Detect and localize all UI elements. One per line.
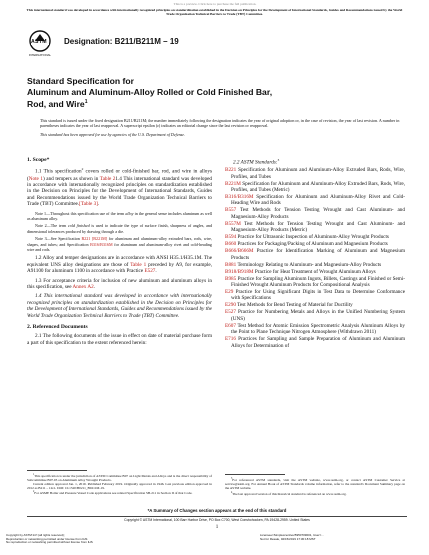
text-span: in the general sense includes aluminum as well as aluminum alloy. [27,210,212,221]
reference-item [225,207,405,220]
reference-title: Specification for Aluminum and Aluminum-Alloy Rivet and Cold-Heading Wire and Rods [231,193,405,207]
reference-code-link[interactable]: B594 [225,234,237,241]
reference-item [225,309,405,322]
text-span: For ASME Boiler and Pressure Vessel Code applications see related Specification SB-211 in Section II of that Code. [34,491,193,496]
footnote-mark: 1 [33,473,35,476]
left-column [27,157,212,346]
tbt-notice: This international standard was developed in accordance with internationally recognized principles on standardization established in the Decision on Principles for the Development of International Standards, Guides and Recommendations issued by the World Trade Organization Technical Barriers to Trade (TBT) Committee. [26,8,403,16]
reference-code-link[interactable]: B660 [225,241,237,248]
text-span: ) and tempers as shown in [42,175,100,182]
b221-link[interactable]: B221 [81,236,91,242]
footnote-4 [225,491,405,496]
text-span: This specification is under the jurisdiction of ASTM Committee B07 on Light Metals and Alloys and is the direct responsibility of Subcommittee B07.03 on Aluminum Alloy Wrought Products. [27,474,212,483]
right-footnotes [225,477,405,496]
title-footnote-mark: 1 [84,99,88,105]
reference-item [225,276,405,289]
reference-title: Specification for Aluminum and Aluminum-Alloy Extruded Bars, Rods, Wire, Profiles, and Tubes (Metric) [231,180,405,193]
reference-code-link[interactable]: B316/B316M [225,193,254,200]
reference-code-link[interactable]: B985 [225,275,237,282]
reference-item [225,234,405,240]
intro-paragraph: This standard is issued under the fixed designation B211/B211M; the number immediately following the designation indicates the year of original adoption or, in the case of revision, the year of last revision. A number in parentheses indicates the year of last reapproval. A superscript epsilon (ε) indicates an editorial change since the last revision or reapproval. [40,118,400,129]
text-span: preceded by A9, for example, A91100 for aluminum 1100 in accordance with Practice [27,261,212,275]
reference-code-link[interactable]: B881 [225,261,237,268]
text-span: alloy [125,210,134,216]
title-line-2: Aluminum and Aluminum-Alloy Rolled or Cold Finished Bar, [27,86,273,97]
reference-code-link[interactable]: E29 [225,288,234,295]
logo-subtext: INTERNATIONAL [28,53,52,57]
footnote-2 [27,490,212,495]
e527-link[interactable]: E527 [144,268,156,275]
reference-code-link[interactable]: B666/B666M [225,248,254,255]
text-span: covers rolled or cold-finished bar, rod, and wire in alloys ( [27,169,212,182]
reference-code-link[interactable]: E527 [225,309,236,316]
text-span: The last approved version of this historical standard is referenced on www.astm.org. [232,492,347,497]
text-span: For referenced ASTM standards, visit the ASTM website, www.astm.org, or contact ASTM Customer Service at service@astm.org. For Annual Book of ASTM Standards volume information, refer to the standard's Document Summary page on the ASTM website. [225,478,405,491]
b316-link[interactable]: B316/B316M [90,241,113,247]
reference-item [225,221,405,234]
title-line-3-text: Rod, and Wire [27,98,85,109]
footnote-1-edition: Current edition approved Jan. 1, 2019. Published February 2019. Originally approved in 1946. Last previous edition approved in 2012 as B211 – 12ε1. DOI: 10.1520/B0211_B0211M-19. [27,482,212,491]
reference-title: Practice for Numbering Metals and Alloys in the Unified Numbering System (UNS) [231,309,405,322]
reference-title: Test Methods for Tension Testing Wrought and Cast Aluminum- and Magnesium-Alloy Products [231,207,405,220]
reference-title: Test Methods for Tension Testing Wrought and Cast Aluminum- and Magnesium-Alloy Products (Metric) [231,220,405,234]
text-span: Note 2—The term [35,223,68,229]
section-1-1 [27,166,212,207]
reference-item [225,269,405,275]
annex-a2-link[interactable]: Annex A2 [72,284,94,291]
reference-title: Practice for Ultrasonic Inspection of Aluminum-Alloy Wrought Products [236,234,389,241]
license-line: No reproduction or networking permitted without license from IHS [6,540,93,545]
footnote-mark: 2 [33,490,35,494]
text-span: is used to indicate the type of surface finish, sharpness of angles, and dimensional tolerances produced by drawing through a die. [27,223,212,234]
footnote-mark: 3 [277,158,280,162]
section-1-2 [27,255,212,274]
reference-item [225,262,405,268]
footnote-divider-right [225,474,285,475]
text-span: 1.1 This specification [35,169,82,176]
copyright-line: Copyright © ASTM International, 100 Barr Harbor Drive, PO Box C700, West Conshohocken, PA 19428-2959. United States [124,518,310,522]
license-right [260,534,420,541]
note-3 [27,236,212,252]
reference-code-link[interactable]: E716 [225,336,236,343]
license-line: Reproduction or networking permitted under license from IHS [6,536,88,541]
license-left [6,534,186,545]
designation: Designation: B211/B211M – 19 [64,37,179,46]
reference-code-link[interactable]: B918/B918M [225,268,254,275]
title-line-3 [27,97,407,109]
reference-title: Specification for Aluminum and Aluminum-Alloy Extruded Bars, Rods, Wire, Profiles, and Tubes [231,167,405,180]
page-number: 1 [215,525,219,530]
reference-item [225,248,405,261]
reference-code-link[interactable]: E290 [225,302,236,309]
reference-code-link[interactable]: E607 [225,322,236,329]
logo-text: ASTM [31,39,47,45]
section-1-4: 1.4 This international standard was developed in accordance with internationally recognized principles on standardization established in the Decision on Principles for the Development of International Standards, Guides and Recommendations issued by the World Trade Organization Technical Barriers to Trade (TBT) Committee. [27,293,212,319]
license-line: Not for Resale, 02/15/2019 17:30:18 MST [260,536,316,541]
title-line-1: Standard Specification for [27,76,134,86]
reference-title: Practice for Using Significant Digits in Test Data to Determine Conformance with Specifications [231,288,405,302]
summary-of-changes-note: *A Summary of Changes section appears at the end of this standard [147,508,287,513]
reference-item [225,181,405,194]
text-span: 2.2 ASTM Standards: [233,159,278,166]
astm-reference-list [225,167,405,349]
text-span: . [97,201,100,208]
text-span: cold finished [67,223,90,229]
left-footnotes [27,473,212,495]
text-span: . [93,284,96,291]
reference-code-link[interactable]: B557 [225,207,237,214]
footnote-1 [27,473,212,482]
section-2-1: 2.1 The following documents of the issue in effect on date of material purchase form a part of this specification to the extent referenced herein: [27,333,212,346]
note-1-link[interactable]: Note 1 [28,175,43,182]
reference-title: Terminology Relating to Aluminum- and Magnesium-Alloy Products [236,261,382,268]
right-column [225,157,405,350]
text-span: . [155,268,157,275]
footnote-mark: 2 [81,167,84,172]
reference-item [225,194,405,207]
table-3-link[interactable]: [Table 3] [79,201,98,208]
reference-title: Test Methods for Bend Testing of Material for Ductility [235,302,353,309]
reference-title: Practices for Sampling and Sample Preparation of Aluminum and Aluminum Alloys for Determination of [231,336,405,349]
reference-title: Practice for Heat Treatment of Wrought Aluminum Alloys [253,268,376,275]
footnote-3 [225,477,405,490]
text-span: 1.3 For acceptance criteria for inclusion of new aluminum and aluminum alloys in this specification, see [27,277,212,291]
reference-item [225,241,405,247]
note-1 [27,211,212,222]
reference-item [225,323,405,336]
reference-title: Practice for Identification Marking of Aluminum and Magnesium Products [231,248,405,261]
footnote-mark: 3 [231,477,233,480]
text-span: 1.2 Alloy and temper designations are in accordance with ANSI H35.1/H35.1M. The equivalent UNS alloy designations are those of [27,255,212,268]
reference-title: Test Method for Atomic Emission Spectrometric Analysis Aluminum Alloys by the Point to Plane Technique Nitrogen Atmosphere (Withdrawn 2011) [231,322,405,336]
section-1-3 [27,278,212,291]
footnote-mark: 4 [231,491,233,495]
astm-standards-heading [225,157,405,166]
reference-item [225,302,405,308]
reference-title: Practices for Packaging/Packing of Aluminum and Magnesium Products [236,241,388,248]
reference-item [225,289,405,302]
license-line: Copyright by ASTM Int'l (all rights reserved); [6,533,65,537]
reference-code-link[interactable]: B221 [225,167,237,174]
reference-code-link[interactable]: B221M [225,180,241,187]
text-span: Note 1—Throughout this specification use of the term [35,210,126,216]
document-title [27,76,407,109]
reference-title: Practice for Sampling Aluminum Ingots, Billets, Castings and Finished or Semi-Finished Wrought Aluminum Products for Compositional Analysis [231,275,405,288]
references-heading: 2. Referenced Documents [27,324,88,331]
license-line: Licensee=Simplexcentive/5950709001, User=... [260,533,324,537]
footnote-divider-left [27,470,87,471]
text-span: for aluminum and aluminum-alloy extruded bars, rods, wire, shapes, and tubes; and Specification [27,236,212,247]
text-span: for aluminum and aluminum-alloy rivet and cold-heading wire and rods. [27,241,212,253]
astm-logo [27,30,53,60]
text-span: Note 3—See Specification [35,236,82,242]
standard-intro [40,118,405,137]
table-2-link[interactable]: Table 2 [99,175,116,182]
text-span: 1.4 This international standard was developed in accordance with internationally recognized principles on standardization established in the Decision on Principles for the Development of International Standards, Guides and Recommendations issued by the World Trade Organization Technical Barriers to Trade (TBT) Committee. [27,175,212,208]
b221m-link[interactable]: [B221M] [91,236,108,242]
scope-heading: 1. Scope* [27,157,50,163]
dod-approval: This standard has been approved for use by agencies of the U.S. Department of Defense. [40,131,186,137]
table-1-link[interactable]: Table 1 [130,261,147,268]
watermark-text: This is a preview. Click here to purchase the full publication. [173,2,257,6]
reference-code-link[interactable]: B557M [225,220,241,227]
note-2 [27,223,212,234]
footer-divider [27,516,407,517]
reference-item [225,336,405,349]
reference-item [225,167,405,180]
